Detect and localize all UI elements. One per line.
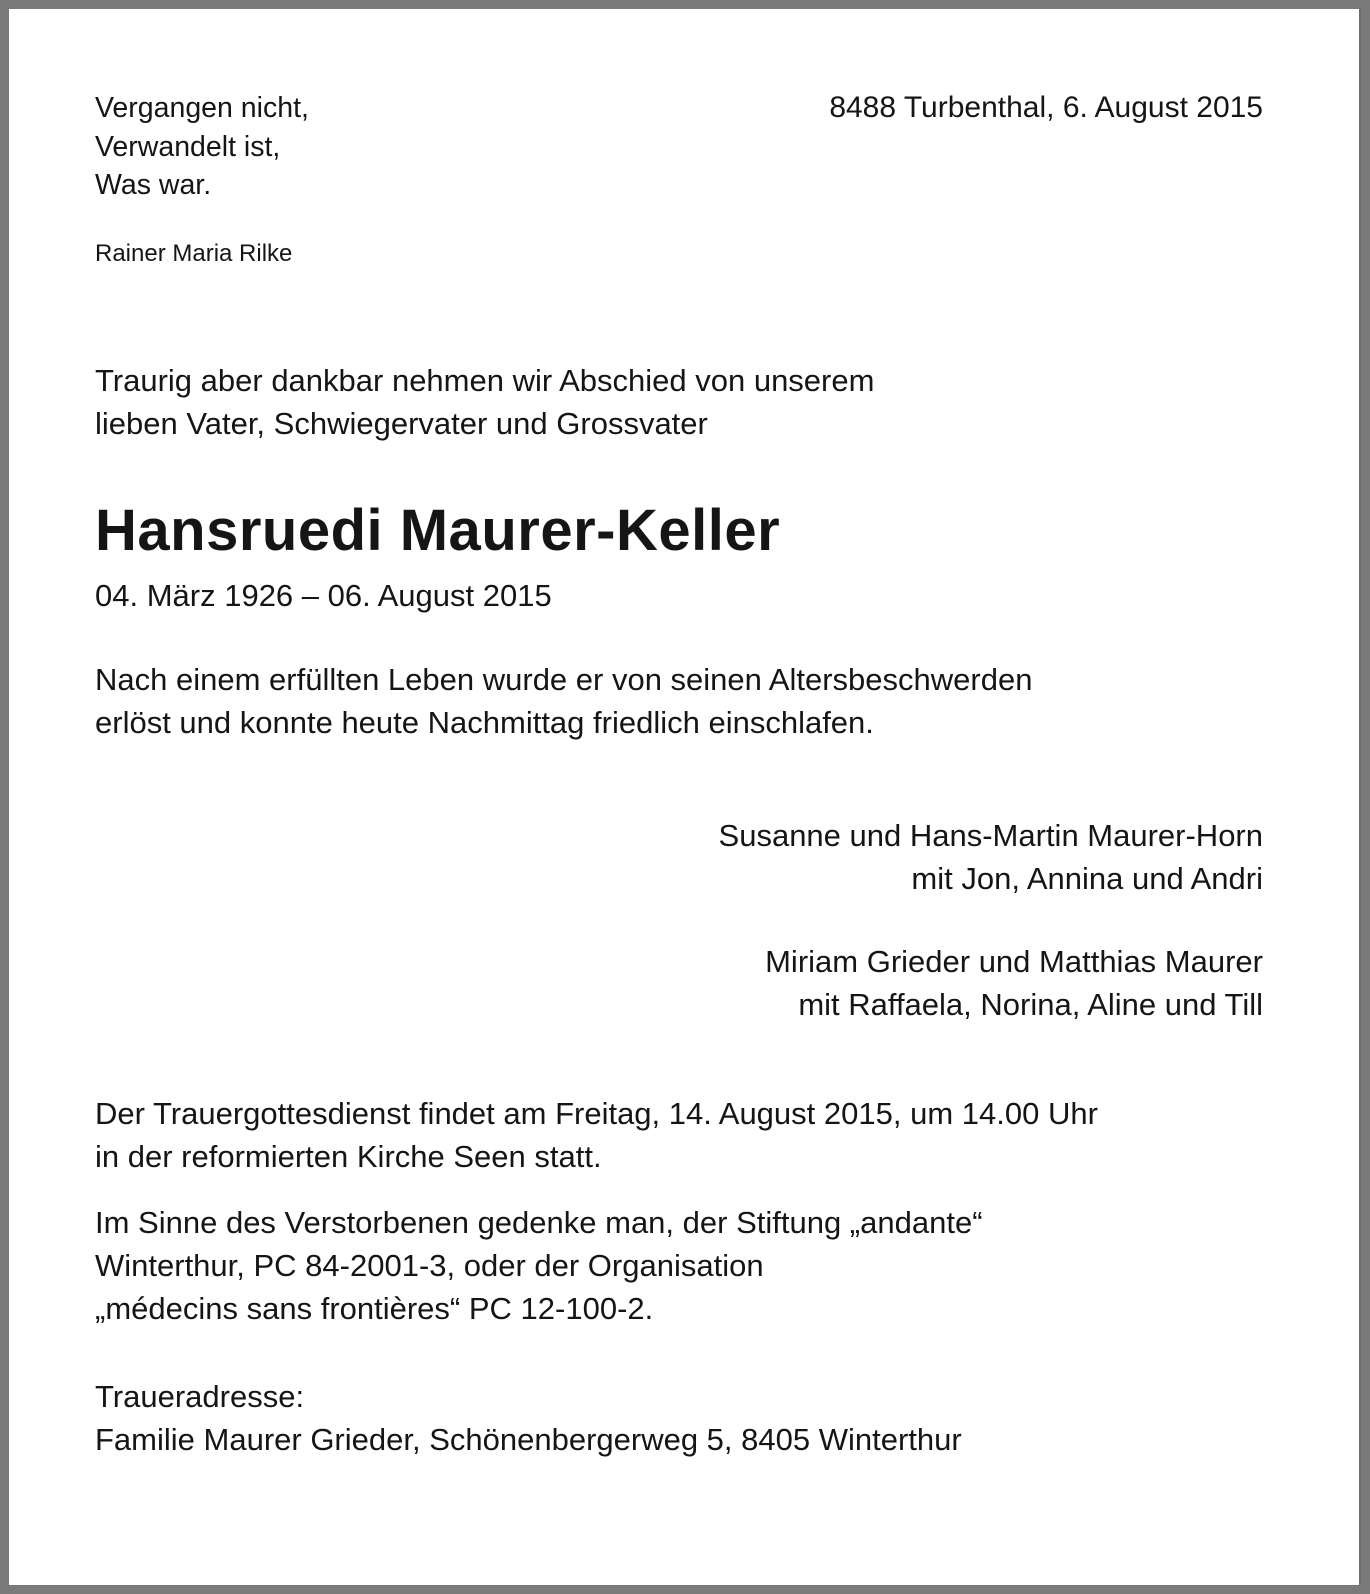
intro-line: Traurig aber dankbar nehmen wir Abschied von unserem: [95, 363, 875, 398]
family-line: mit Jon, Annina und Andri: [911, 861, 1263, 896]
poem-quote: [95, 89, 309, 205]
family-group: [765, 940, 1263, 1026]
family-line: mit Raffaela, Norina, Aline und Till: [798, 987, 1263, 1022]
mourning-address: [95, 1375, 962, 1461]
address-value: Familie Maurer Grieder, Schönenbergerweg 5, 8405 Winterthur: [95, 1422, 962, 1457]
intro-line: lieben Vater, Schwiegervater und Grossvater: [95, 406, 708, 441]
poem-author: Rainer Maria Rilke: [95, 240, 293, 267]
family-group: [719, 814, 1263, 900]
family-line: Susanne und Hans-Martin Maurer-Horn: [718, 818, 1263, 853]
poem-line: Was war.: [95, 169, 212, 201]
poem-line: Verwandelt ist,: [95, 130, 281, 163]
donation-line: „médecins sans frontières“ PC 12-100-2.: [95, 1291, 654, 1326]
service-line: Der Trauergottesdienst findet am Freitag, 14. August 2015, um 14.00 Uhr: [95, 1096, 1098, 1131]
farewell-line: Nach einem erfüllten Leben wurde er von seinen Altersbeschwerden: [95, 662, 1033, 697]
intro-text: [95, 359, 874, 445]
donation-line: Winterthur, PC 84-2001-3, oder der Organisation: [95, 1248, 764, 1283]
obituary-notice: [9, 9, 1361, 1585]
donation-line: Im Sinne des Verstorbenen gedenke man, der Stiftung „andante“: [95, 1205, 983, 1240]
place-and-date: 8488 Turbenthal, 6. August 2015: [829, 91, 1263, 124]
address-label: Traueradresse:: [95, 1379, 305, 1414]
farewell-line: erlöst und konnte heute Nachmittag friedlich einschlafen.: [95, 705, 874, 740]
farewell-text: [95, 658, 1032, 744]
poem-line: Vergangen nicht,: [95, 92, 309, 124]
service-info: [95, 1092, 1098, 1178]
family-line: Miriam Grieder und Matthias Maurer: [765, 944, 1263, 979]
donation-info: [95, 1201, 983, 1330]
deceased-name: Hansruedi Maurer-Keller: [95, 498, 781, 563]
life-dates: 04. März 1926 – 06. August 2015: [95, 578, 552, 613]
service-line: in der reformierten Kirche Seen statt.: [95, 1139, 602, 1174]
